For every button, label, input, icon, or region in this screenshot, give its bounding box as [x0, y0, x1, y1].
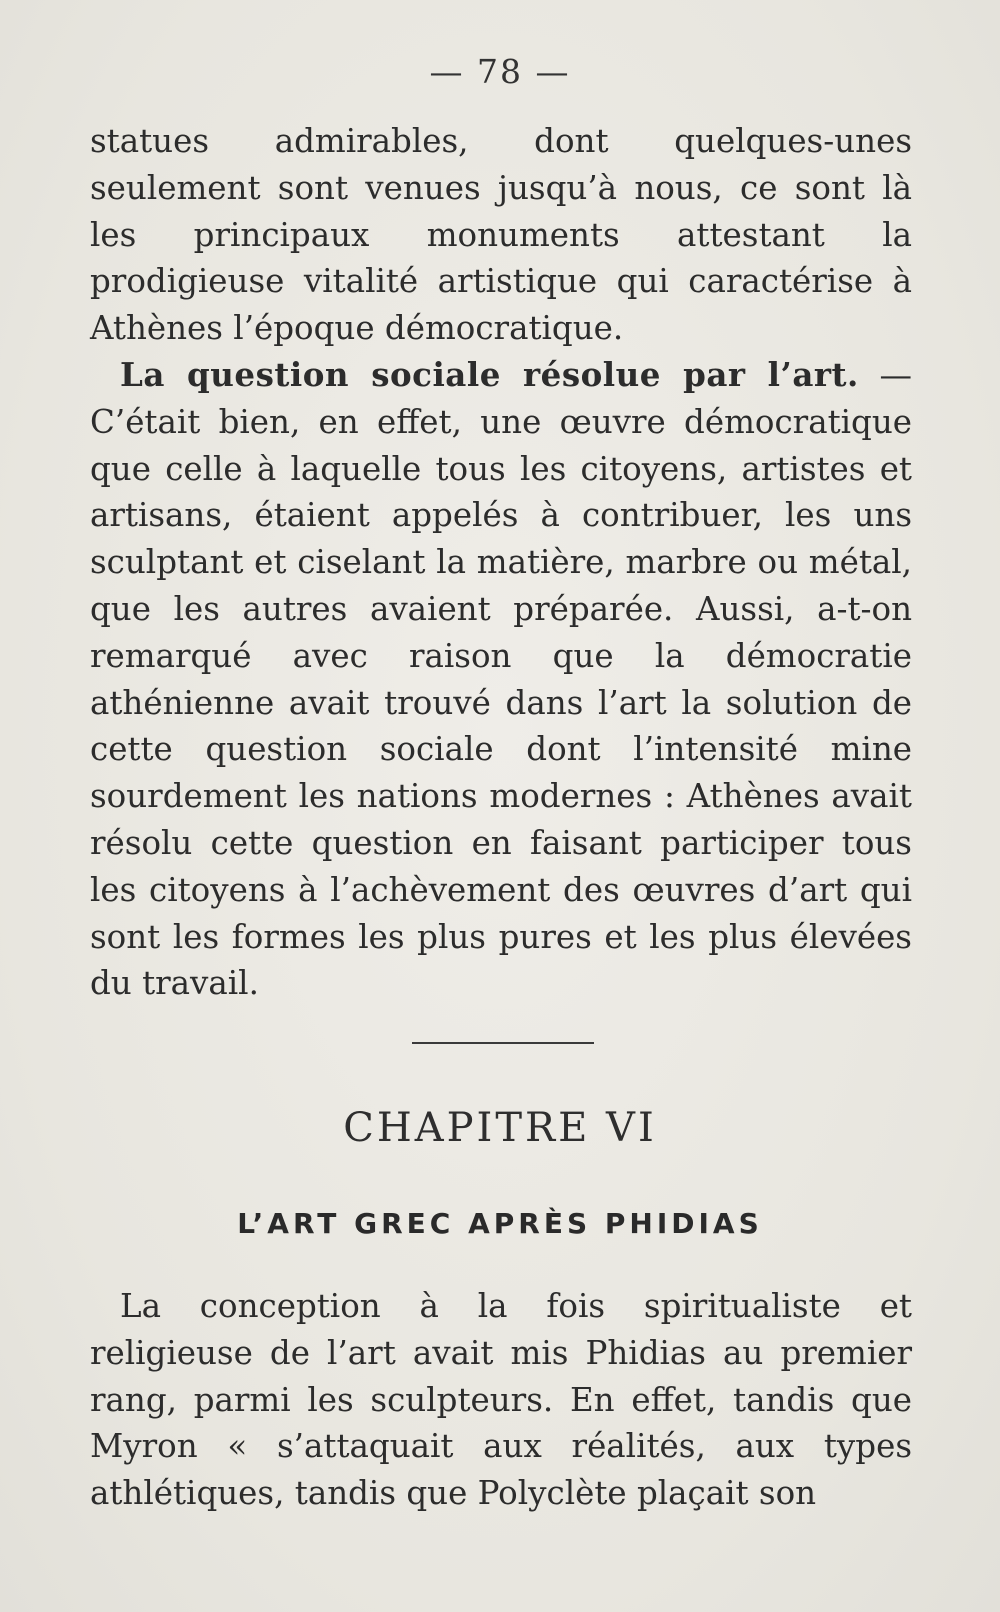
heading-dash: —: [858, 355, 912, 394]
chapter-title: CHAPITRE VI: [343, 1105, 657, 1151]
paragraph-social-question-text: C’était bien, en effet, une œuvre démocratique que celle à laquelle tous les citoyens, artistes et artisans, étaient appelés à contribuer, les uns sculptant et ciselant la matière, marbre ou métal, que les autres avaient préparée. Aussi, a-t-on remarqué avec raison que la démocratie athénienne avait trouvé dans l’art la solution de cette question sociale dont l’intensité mine sourdement les nations modernes : Athènes avait résolu cette question en faisant participer tous les citoyens à l’achèvement des œuvres d’art qui sont les formes les plus pures et les plus élevées du travail.: [90, 402, 912, 1003]
paragraph-statues: statues admirables, dont quelques-unes seulement sont venues jusqu’à nous, ce sont là les principaux monuments attestant la prodigieuse vitalité artistique qui caractérise à Athènes l’époque démocratique.: [90, 122, 912, 348]
section-divider: [412, 1042, 594, 1044]
text-block-upper: [90, 118, 912, 1007]
page-number: — 78 —: [429, 52, 571, 91]
paragraph-social-question: [90, 352, 912, 1007]
text-block-lower: [90, 1283, 912, 1517]
paragraph-phidias: La conception à la fois spiritualiste et religieuse de l’art avait mis Phidias au premier rang, parmi les sculpteurs. En effet, tandis que Myron « s’attaquait aux réalités, aux types athlétiques, tandis que Polyclète plaçait son: [90, 1287, 912, 1513]
chapter-subtitle: L’ART GREC APRÈS PHIDIAS: [237, 1207, 763, 1240]
section-heading: La question sociale résolue par l’art.: [120, 354, 859, 394]
